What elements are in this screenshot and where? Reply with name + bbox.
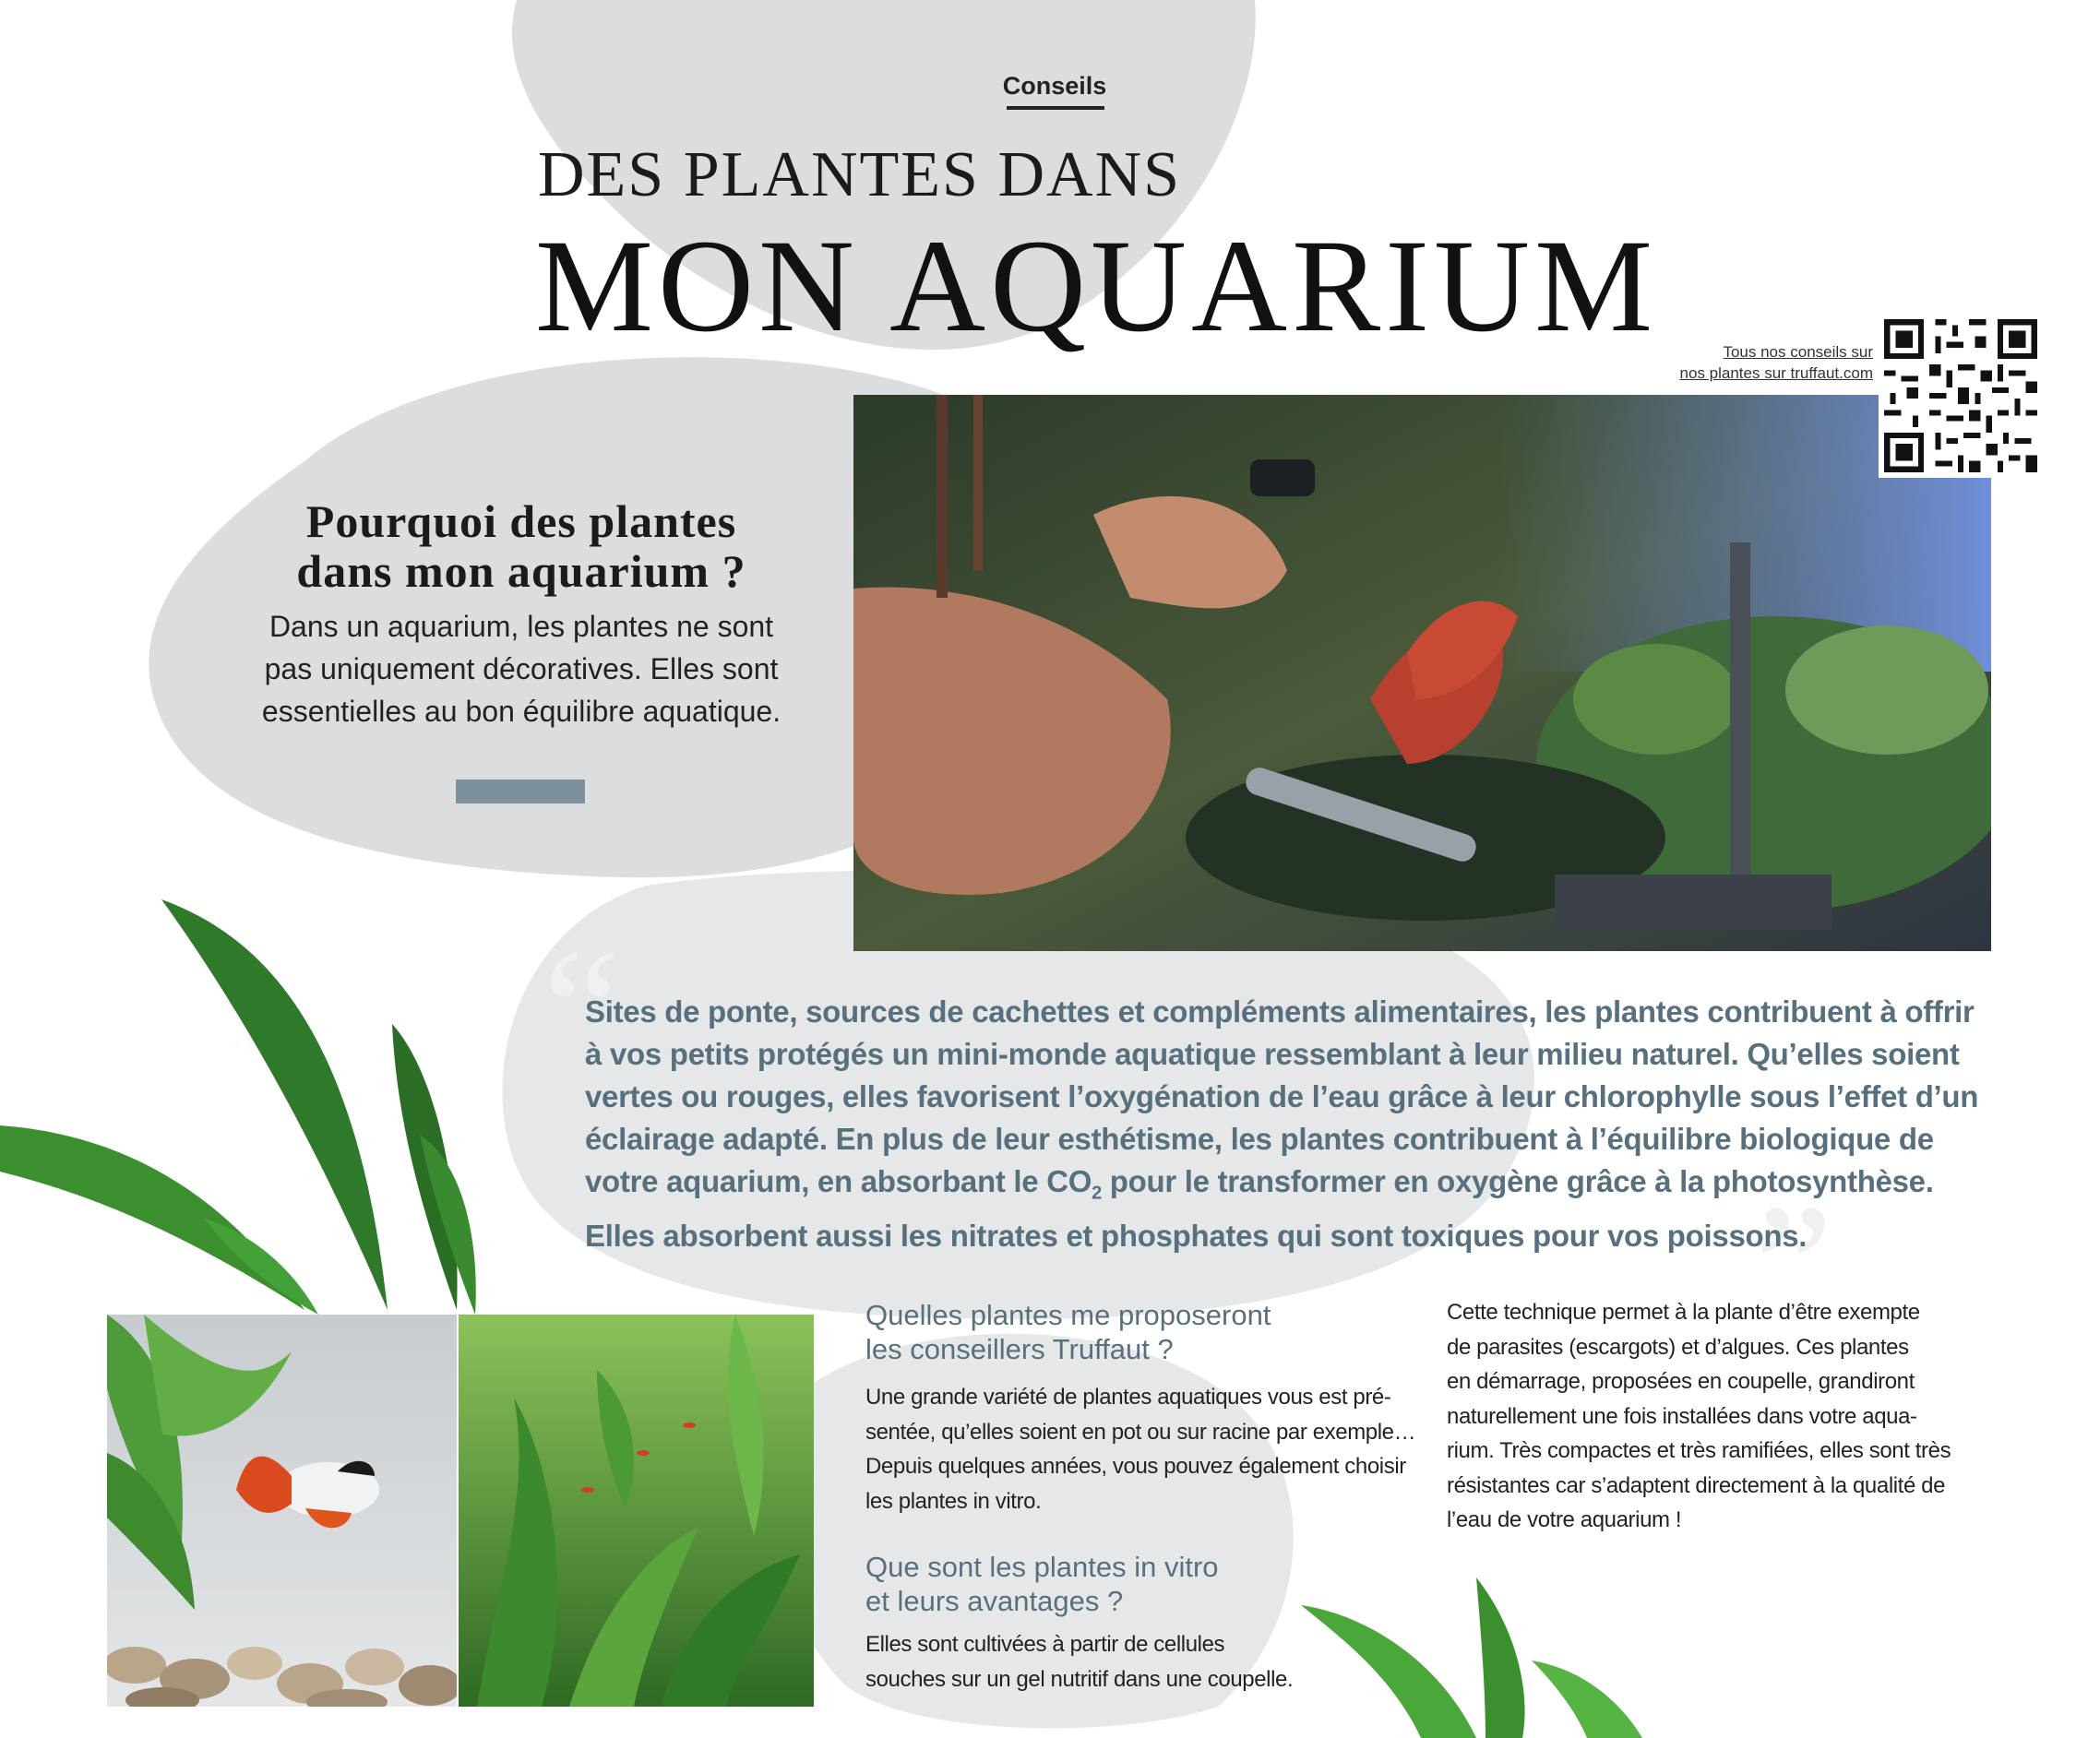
text-conseillers-line1: Une grande variété de plantes aquatiques vous est pré-	[865, 1385, 1391, 1410]
plant-leaf-8	[1532, 1661, 1642, 1738]
quote-line5	[585, 1161, 2006, 1215]
photo-aquarium-plants	[459, 1315, 814, 1707]
quote-line2: à vos petits protégés un mini-monde aquatique ressemblant à leur milieu naturel. Qu’elles soient	[585, 1037, 1960, 1071]
text-technique-line2: de parasites (escargots) et d’algues. Ces plantes	[1447, 1334, 1909, 1360]
plant-leaf-2	[0, 1125, 304, 1310]
text-conseillers-line2: sentée, qu’elles soient en pot ou sur racine par exemple…	[865, 1419, 1416, 1445]
intro-accent-bar	[456, 780, 585, 804]
quote-line3: vertes ou rouges, elles favorisent l’oxygénation de l’eau grâce à leur chlorophylle sous l’effet d’un	[585, 1079, 1979, 1113]
plant-leaf-4	[203, 1218, 318, 1315]
text-technique-line4: naturellement une fois installées dans votre aqua-	[1447, 1403, 1917, 1429]
heading-conseillers-line2: les conseillers Truffaut ?	[865, 1333, 1174, 1365]
section-tag: Conseils	[1002, 72, 1107, 100]
text-technique-line3: en démarrage, proposées en coupelle, grandiront	[1447, 1369, 1915, 1394]
intro-text	[185, 605, 858, 732]
text-in-vitro-line2: souches sur un gel nutritif dans une coupelle.	[865, 1666, 1294, 1692]
tag-underline	[1007, 106, 1104, 110]
heading-in-vitro-line2: et leurs avantages ?	[865, 1585, 1124, 1617]
intro-title-line2: dans mon aquarium ?	[296, 545, 746, 597]
photo-hands-planting	[853, 395, 1991, 951]
qr-code[interactable]	[1879, 314, 2043, 478]
quote-line1: Sites de ponte, sources de cachettes et compléments alimentaires, les plantes contribuent à offrir	[585, 994, 1975, 1029]
text-technique-line6: résistantes car s’adaptent directement à la qualité de	[1447, 1472, 1946, 1498]
text-conseillers-line3: Depuis quelques années, vous pouvez également choisir	[865, 1454, 1406, 1479]
text-in-vitro-line1: Elles sont cultivées à partir de cellules	[865, 1632, 1225, 1657]
text-technique	[1447, 1295, 2037, 1538]
page-title-line1: DES PLANTES DANS	[538, 139, 1182, 210]
intro-text-line1: Dans un aquarium, les plantes ne sont	[268, 610, 774, 643]
plant-leaf-1	[161, 899, 388, 1310]
plant-leaf-5	[420, 1135, 476, 1315]
close-quote-icon: ”	[1755, 1170, 1833, 1363]
qr-caption-line2: nos plantes sur truffaut.com	[1679, 364, 1873, 382]
intro-title-line1: Pourquoi des plantes	[305, 495, 737, 547]
text-technique-line7: l’eau de votre aquarium !	[1447, 1507, 1682, 1532]
qr-caption-line1: Tous nos conseils sur	[1723, 343, 1873, 361]
quote-line6: Elles absorbent aussi les nitrates et phosphates qui sont toxiques pour vos poissons.	[585, 1218, 1808, 1253]
photo-betta-fish	[107, 1315, 457, 1707]
text-conseillers-line4: les plantes in vitro.	[865, 1488, 1042, 1514]
plant-leaf-7	[1476, 1577, 1525, 1738]
heading-in-vitro	[865, 1550, 1382, 1618]
qr-caption-link[interactable]	[1633, 341, 1873, 384]
text-technique-line5: rium. Très compactes et très ramifiées, elles sont très	[1447, 1438, 1951, 1463]
text-technique-line1: Cette technique permet à la plante d’être exempte	[1447, 1300, 1920, 1325]
quote-line5-b: pour le transformer en oxygène grâce à la photosynthèse.	[1101, 1164, 1934, 1198]
intro-text-line2: pas uniquement décoratives. Elles sont	[264, 652, 779, 685]
page-title-line2: MON AQUARIUM	[535, 213, 1658, 360]
intro-text-line3: essentielles au bon équilibre aquatique.	[261, 695, 782, 728]
co2-subscript: 2	[1092, 1183, 1102, 1204]
text-in-vitro	[865, 1627, 1382, 1696]
heading-conseillers	[865, 1298, 1382, 1366]
intro-title	[185, 496, 858, 596]
heading-in-vitro-line1: Que sont les plantes in vitro	[865, 1551, 1219, 1583]
pull-quote	[585, 991, 2006, 1257]
heading-conseillers-line1: Quelles plantes me proposeront	[865, 1299, 1271, 1331]
text-conseillers	[865, 1380, 1438, 1518]
open-quote-icon: “	[543, 913, 621, 1107]
quote-line4: éclairage adapté. En plus de leur esthétisme, les plantes contribuent à l’équilibre biologique de	[585, 1122, 1934, 1156]
quote-line5-a: votre aquarium, en absorbant le CO	[585, 1164, 1092, 1198]
